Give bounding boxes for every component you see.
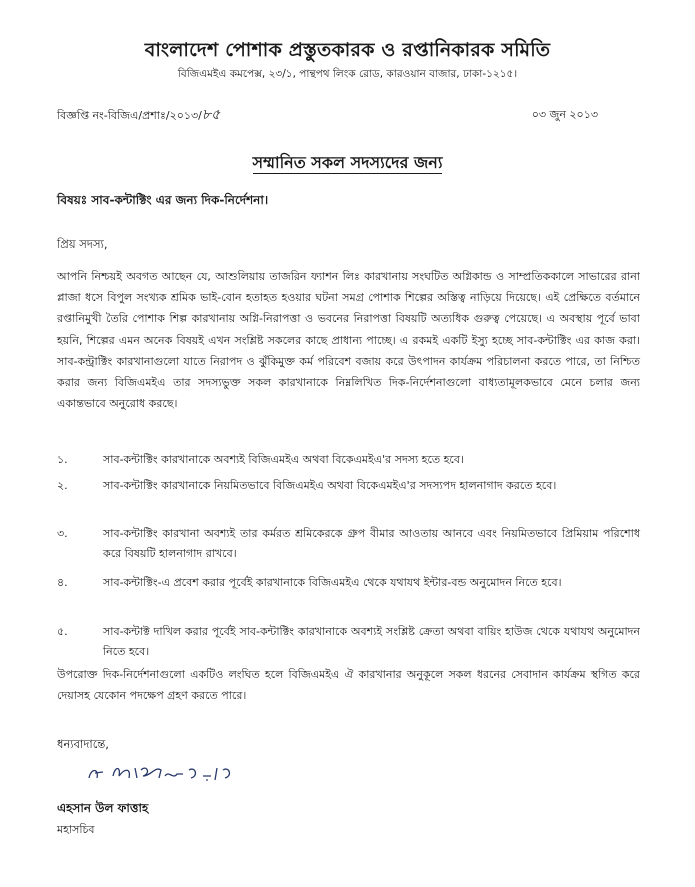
notice-title-text: সম্মানিত সকল সদস্যদের জন্য xyxy=(252,153,443,172)
notice-title xyxy=(0,150,695,177)
list-item xyxy=(57,524,640,564)
notice-date: ০৩ জুন ২০১৩ xyxy=(531,108,598,121)
reference-handwritten-number: ৮৫ xyxy=(201,107,221,123)
list-item-number: ১. xyxy=(57,453,68,466)
thanks-line: ধন্যবাদান্তে, xyxy=(57,737,109,751)
list-item-number: ৫. xyxy=(57,625,68,638)
reference-number xyxy=(57,103,220,127)
body-paragraph: আপনি নিশ্চয়ই অবগত আছেন যে, আশুলিয়ায় তাজরিন ফ্যাশন লিঃ কারখানায় সংঘটিত অগ্নিকান্ড ও সাম্প্রতিককালে সাভারের রানা প্লাজা ধসে বিপুল সংখ্যক শ্রমিক ভাই-বোন হতাহত হওয়ার ঘটনা সমগ্র পোশাক শিল্পের অস্তিত্ব নাড়িয়ে দিয়েছে। এই প্রেক্ষিতে বর্তমানে রপ্তানিমুখী তৈরি পোশাক শিল্প কারখানায় অগ্নি-নিরাপত্তা ও ভবনের নিরাপত্তা বিষয়টি অত্যধিক গুরুত্ব পেয়েছে। এ অবস্থায় পূর্বে ভাবা হয়নি, শিল্পের এমন অনেক বিষয়ই এখন সংশ্লিষ্ট সকলের কাছে প্রাধান্য পাচ্ছে। এ রকমই একটি ইস্যু হচ্ছে সাব-কন্টাক্টিং এর কাজ করা। সাব-কন্ট্রাক্টিং কারখানাগুলো যাতে নিরাপদ ও ঝুঁকিমুক্ত কর্ম পরিবেশ বজায় করে উৎপাদন কার্যক্রম পরিচালনা করতে পারে, তা নিশ্চিত করার জন্য বিজিএমইএ তার সদস্যভুক্ত সকল কারখানাকে নিম্নলিখিত দিক-নির্দেশনাগুলো বাধ্যতামূলকভাবে মেনে চলার জন্য একান্তভাবে অনুরোধ করছে। xyxy=(57,270,640,411)
organization-address: বিজিএমইএ কমপেক্স, ২৩/১, পান্থপথ লিংক রোড, কারওয়ান বাজার, ঢাকা-১২১৫। xyxy=(177,68,518,80)
list-item-text: সাব-কন্টাক্টিং কারখানাকে অবশ্যই বিজিএমইএ অথবা বিকেএমইএ'র সদস্য হতে হবে। xyxy=(103,453,464,466)
list-item-number: ৪. xyxy=(57,576,68,589)
organization-name: বাংলাদেশ পোশাক প্রস্তুতকারক ও রপ্তানিকারক সমিতি xyxy=(144,39,551,61)
list-item-text: সাব-কন্টাক্ট দাখিল করার পূর্বেই সাব-কন্টাক্টিং কারখানাকে অবশ্যই সংশ্লিষ্ট ক্রেতা অথবা বায়িং হাউজ থেকে যথাযথ অনুমোদন নিতে হবে। xyxy=(103,625,640,658)
signer-title: মহাসচিব xyxy=(57,823,95,836)
list-item-number: ২. xyxy=(57,479,68,492)
list-item xyxy=(57,573,640,593)
list-item xyxy=(57,476,640,496)
list-item-number: ৩. xyxy=(57,527,68,540)
list-item xyxy=(57,450,640,470)
signature-icon xyxy=(85,756,285,790)
signer-name: এহসান উল ফাত্তাহ xyxy=(57,801,149,815)
list-item xyxy=(57,622,640,662)
list-item-text: সাব-কন্টাক্টিং কারখানাকে নিয়মিতভাবে বিজিএমইএ অথবা বিকেএমইএ'র সদস্যপদ হালনাগাদ করতে হবে। xyxy=(103,479,557,492)
subject-line: বিষয়ঃ সাব-কন্টাক্টিং এর জন্য দিক-নির্দেশনা। xyxy=(57,193,269,207)
list-item-text: সাব-কন্টাক্টিং-এ প্রবেশ করার পূর্বেই কারখানাকে বিজিএমইএ থেকে যথাযথ ইন্টার-বন্ড অনুমোদন নিতে হবে। xyxy=(103,576,562,589)
closing-paragraph: উপরোক্ত দিক-নির্দেশনাগুলো একটিও লংঘিত হলে বিজিএমইএ ঐ কারখানার অনুকূলে সকল ধরনের সেবাদান কার্যক্রম স্থগিত করে দেয়াসহ যেকোন পদক্ষেপ গ্রহণ করতে পারে। xyxy=(57,668,640,702)
reference-prefix: বিজ্ঞপ্তি নং-বিজিএ/প্রশাঃ/২০১৩/ xyxy=(57,109,202,122)
salutation: প্রিয় সদস্য, xyxy=(57,237,108,251)
list-item-text: সাব-কন্টাক্টিং কারখানা অবশ্যই তার কর্মরত শ্রমিকেরকে গ্রুপ বীমার আওতায় আনবে এবং নিয়মিতভাবে প্রিমিয়াম পরিশোধ করে বিষয়টি হালনাগাদ রাখবে। xyxy=(103,527,640,560)
